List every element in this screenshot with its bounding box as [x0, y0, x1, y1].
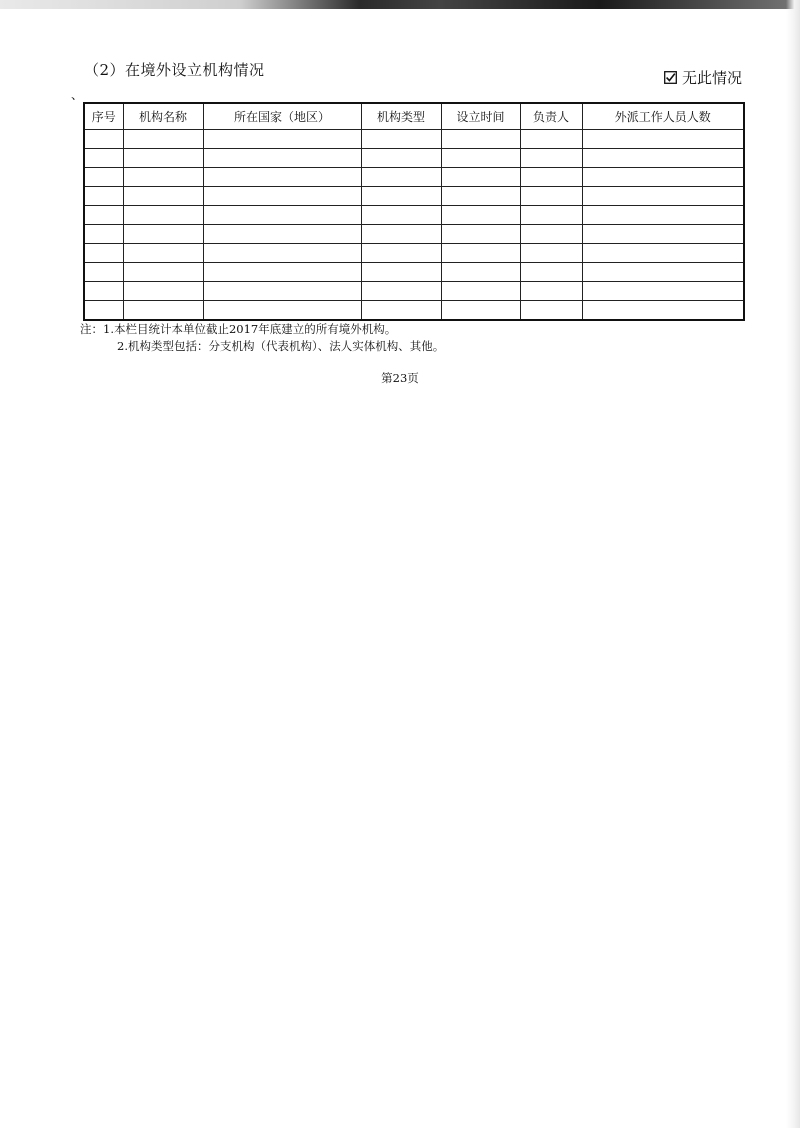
- header-expatriate-staff-count: 外派工作人员人数: [582, 103, 744, 130]
- overseas-institutions-table: [83, 102, 745, 321]
- table-cell: [582, 168, 744, 187]
- table-cell: [123, 187, 203, 206]
- table-cell: [123, 282, 203, 301]
- checked-box-icon[interactable]: [664, 71, 677, 84]
- overseas-institutions-table-container: [83, 102, 743, 321]
- table-row: [84, 263, 744, 282]
- table-cell: [582, 282, 744, 301]
- table-cell: [361, 282, 441, 301]
- table-cell: [582, 263, 744, 282]
- table-notes: [80, 321, 444, 355]
- no-situation-label: 无此情况: [682, 69, 743, 87]
- table-cell: [441, 301, 520, 321]
- table-cell: [582, 206, 744, 225]
- table-cell: [361, 301, 441, 321]
- table-cell: [203, 130, 361, 149]
- table-cell: [123, 149, 203, 168]
- table-cell: [203, 225, 361, 244]
- table-header-row: [84, 103, 744, 130]
- table-cell: [84, 168, 123, 187]
- table-cell: [84, 149, 123, 168]
- table-row: [84, 130, 744, 149]
- header-serial-number: 序号: [84, 103, 123, 130]
- table-cell: [361, 206, 441, 225]
- table-cell: [520, 187, 582, 206]
- table-cell: [441, 244, 520, 263]
- table-cell: [520, 282, 582, 301]
- table-row: [84, 225, 744, 244]
- table-cell: [441, 225, 520, 244]
- table-row: [84, 168, 744, 187]
- table-cell: [441, 263, 520, 282]
- no-situation-option[interactable]: [664, 67, 742, 88]
- page-number: 第23页: [381, 371, 419, 385]
- scan-edge-top: [0, 0, 800, 9]
- scan-edge-right: [786, 0, 800, 1128]
- table-cell: [203, 206, 361, 225]
- table-cell: [520, 301, 582, 321]
- table-cell: [203, 168, 361, 187]
- header-institution-name: 机构名称: [123, 103, 203, 130]
- table-cell: [203, 263, 361, 282]
- table-cell: [203, 244, 361, 263]
- table-cell: [441, 282, 520, 301]
- table-cell: [520, 206, 582, 225]
- note-line-2: 2.机构类型包括：分支机构（代表机构）、法人实体机构、其他。: [117, 339, 445, 353]
- table-cell: [84, 130, 123, 149]
- table-cell: [582, 149, 744, 168]
- header-country-region: 所在国家（地区）: [203, 103, 361, 130]
- table-row: [84, 282, 744, 301]
- table-row: [84, 206, 744, 225]
- table-row: [84, 187, 744, 206]
- table-cell: [582, 244, 744, 263]
- header-established-date: 设立时间: [441, 103, 520, 130]
- table-cell: [123, 130, 203, 149]
- table-cell: [361, 187, 441, 206]
- table-cell: [123, 244, 203, 263]
- table-cell: [123, 301, 203, 321]
- table-cell: [520, 149, 582, 168]
- table-cell: [84, 206, 123, 225]
- table-cell: [84, 263, 123, 282]
- table-cell: [203, 282, 361, 301]
- table-cell: [123, 168, 203, 187]
- stray-mark: 、: [71, 88, 84, 102]
- table-cell: [123, 263, 203, 282]
- table-cell: [441, 149, 520, 168]
- table-cell: [361, 168, 441, 187]
- table-cell: [203, 301, 361, 321]
- table-cell: [520, 244, 582, 263]
- table-cell: [84, 187, 123, 206]
- table-cell: [123, 225, 203, 244]
- table-cell: [520, 225, 582, 244]
- table-cell: [582, 225, 744, 244]
- table-cell: [84, 225, 123, 244]
- header-institution-type: 机构类型: [361, 103, 441, 130]
- table-cell: [361, 225, 441, 244]
- table-cell: [203, 149, 361, 168]
- table-cell: [582, 187, 744, 206]
- table-cell: [441, 206, 520, 225]
- header-person-in-charge: 负责人: [520, 103, 582, 130]
- table-row: [84, 149, 744, 168]
- table-cell: [520, 263, 582, 282]
- table-cell: [582, 301, 744, 321]
- table-cell: [84, 301, 123, 321]
- table-cell: [520, 130, 582, 149]
- table-cell: [361, 149, 441, 168]
- table-row: [84, 244, 744, 263]
- table-cell: [441, 187, 520, 206]
- table-cell: [123, 206, 203, 225]
- note-line-1: 注：1.本栏目统计本单位截止2017年底建立的所有境外机构。: [80, 322, 397, 336]
- table-cell: [84, 244, 123, 263]
- section-title: （2）在境外设立机构情况: [84, 61, 265, 79]
- table-cell: [203, 187, 361, 206]
- table-cell: [441, 168, 520, 187]
- table-cell: [84, 282, 123, 301]
- table-cell: [361, 244, 441, 263]
- table-cell: [441, 130, 520, 149]
- table-cell: [520, 168, 582, 187]
- table-cell: [361, 263, 441, 282]
- table-cell: [361, 130, 441, 149]
- table-cell: [582, 130, 744, 149]
- table-row: [84, 301, 744, 321]
